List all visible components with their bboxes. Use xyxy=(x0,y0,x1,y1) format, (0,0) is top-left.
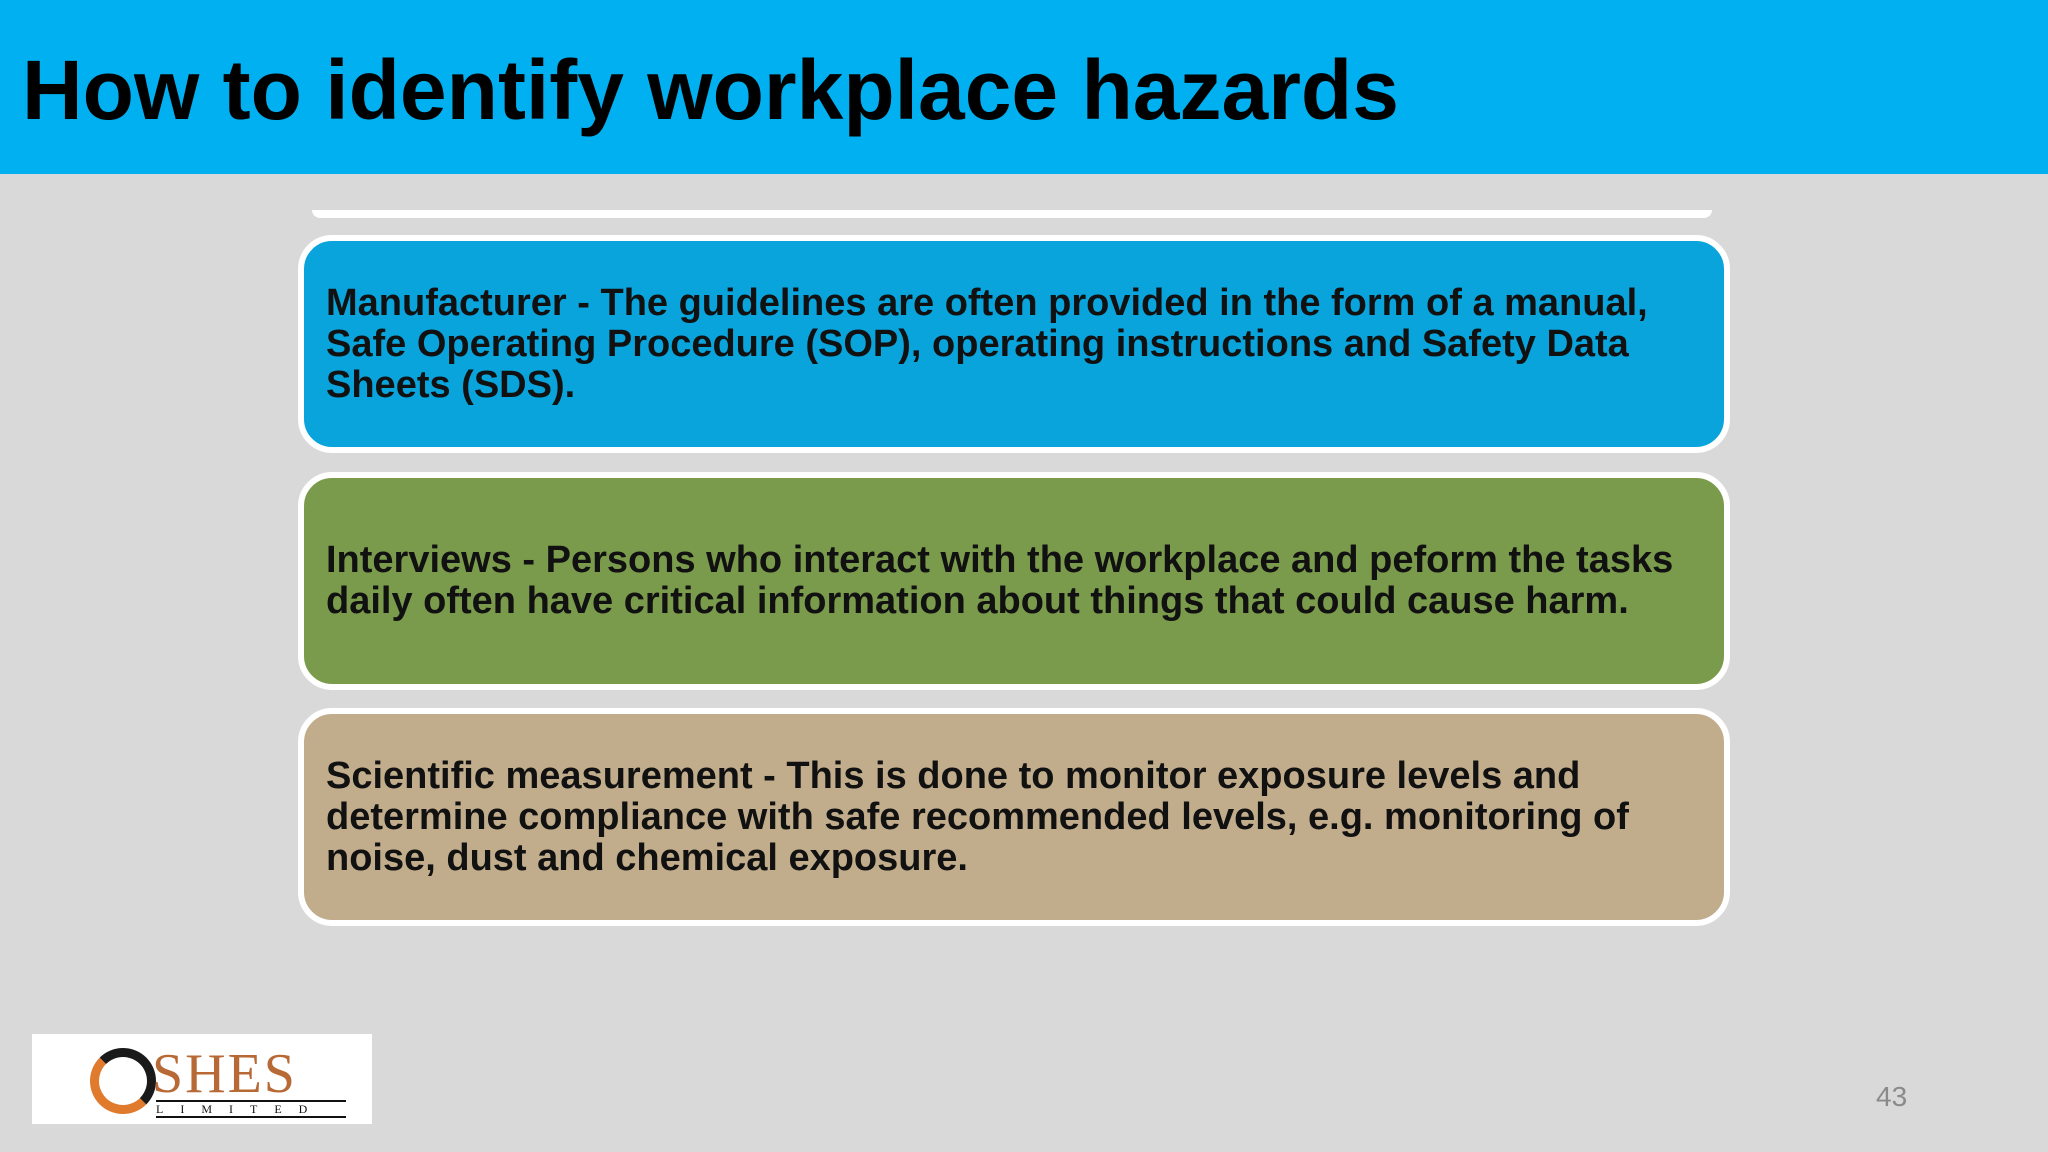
manufacturer-box xyxy=(298,235,1730,453)
company-logo xyxy=(32,1034,372,1124)
logo-wordmark: SHES xyxy=(152,1043,297,1105)
scientific-measurement-text: Scientific measurement - This is done to monitor exposure levels and determine compliance with safe recommended levels, e.g. monitoring of noise, dust and chemical exposure. xyxy=(326,754,1629,879)
page-title: How to identify workplace hazards xyxy=(22,43,1399,137)
page-number: 43 xyxy=(1876,1081,1908,1112)
title-bar xyxy=(0,0,2048,174)
interviews-box xyxy=(298,472,1730,690)
manufacturer-text: Manufacturer - The guidelines are often provided in the form of a manual, Safe Operating Procedure (SOP), operating instructions and Safety Data Sheets (SDS). xyxy=(326,281,1648,406)
interviews-text: Interviews - Persons who interact with the workplace and peform the tasks daily often have critical information about things that could cause harm. xyxy=(326,539,1674,622)
logo-subtitle: LIMITED xyxy=(156,1100,346,1118)
previous-box-edge xyxy=(312,210,1712,218)
logo-ring-icon xyxy=(90,1048,156,1114)
scientific-measurement-box xyxy=(298,708,1730,926)
